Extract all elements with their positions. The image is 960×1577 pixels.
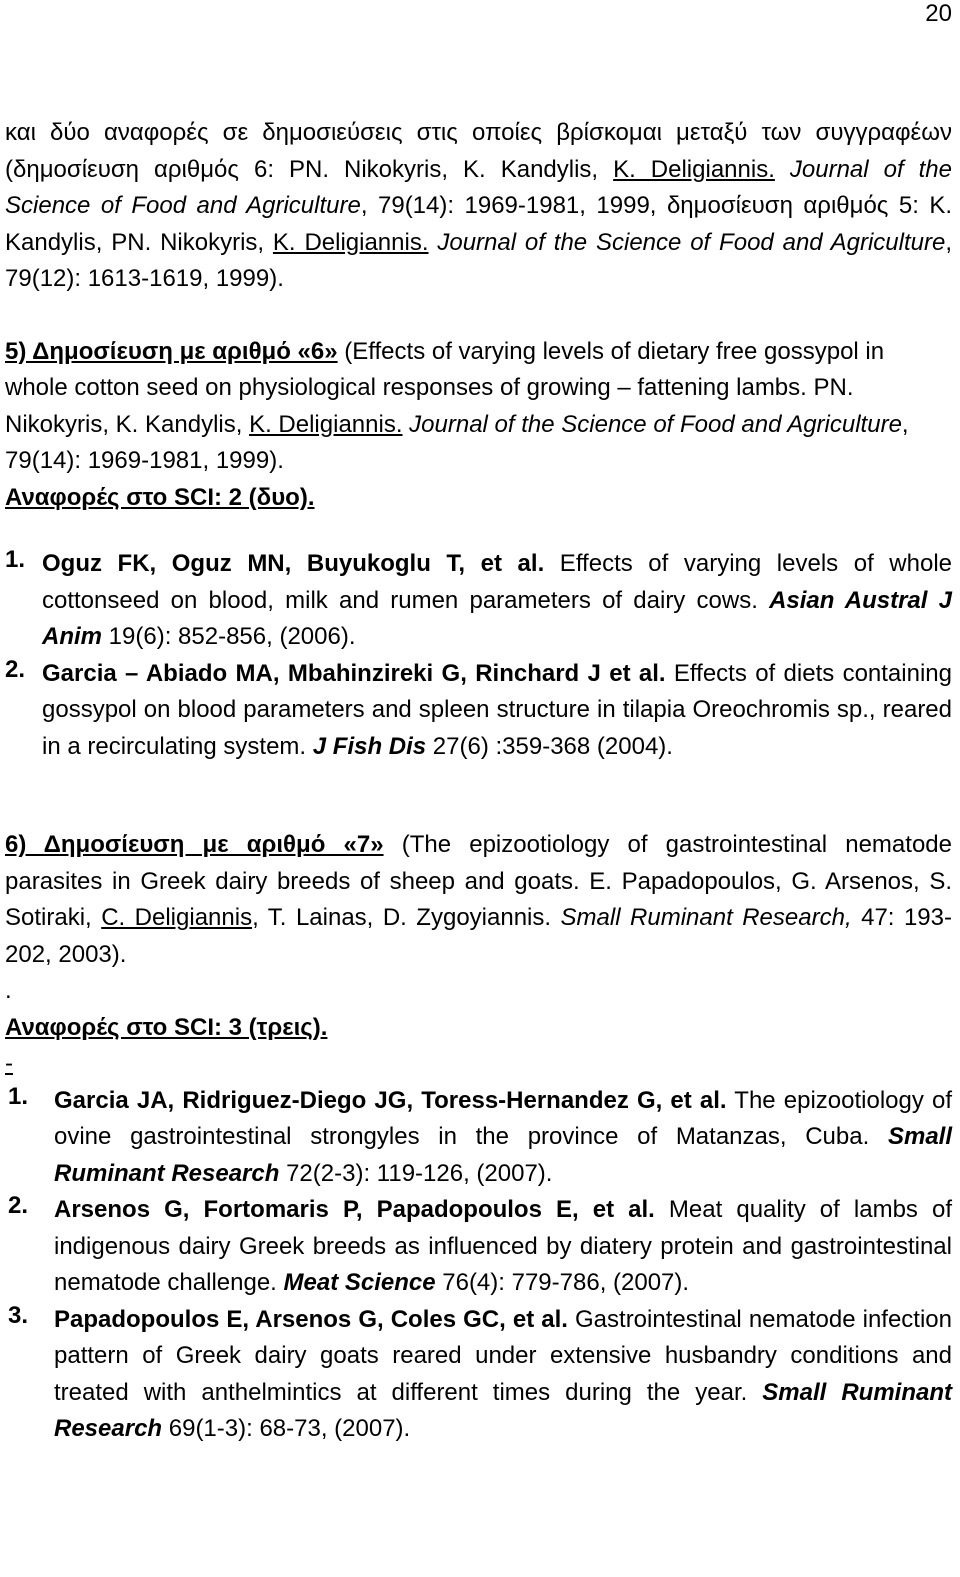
list-item [5,546,952,656]
citation-journal: Meat Science [283,1269,436,1296]
journal-title: Journal of the Science of Food and Agriculture [409,410,902,438]
citation-number: 3. [8,1301,29,1329]
journal-title: Journal of the Science of Food and Agriculture [5,155,953,219]
citation-text [42,546,952,656]
citation-authors: Oguz FK, Oguz MN, Buyukoglu T, et al. [42,550,545,577]
citation-authors: Arsenos G, Fortomaris P, Papadopoulos E, et al. [54,1196,655,1223]
citation-journal: Asian Austral J Anim [42,586,952,650]
citation-details: 76(4): 779-786, (2007). [435,1269,690,1296]
citation-authors: Papadopoulos E, Arsenos G, Coles GC, et al. [54,1305,568,1333]
author-deligiannis: K. Deligiannis. [249,410,403,438]
intro-text: , 79(12): 1613-1619, 1999). [5,228,952,292]
citation-details: 27(6) :359-368 (2004). [426,732,673,760]
document-body [5,115,952,1448]
citation-title: Gastrointestinal nematode infection pattern of Greek dairy goats reared under extensive husbandry conditions and treated with anthelmintics at different times during the year. [54,1305,953,1406]
list-item [5,1192,952,1302]
intro-text: και δύο αναφορές σε δημοσιεύσεις στις οποίες βρίσκομαι μεταξύ των συγγραφέων (δημοσίευση αριθμός 6: PN. Nikokyris, K. Kandylis, [5,119,952,183]
author-deligiannis: K. Deligiannis. [613,155,775,183]
citation-journal: J Fish Dis [312,732,427,760]
citation-title: The epizootiology of ovine gastrointestinal strongyles in the province of Matanzas, Cuba. [54,1086,953,1150]
journal-title: Journal of the Science of Food and Agriculture [437,228,946,256]
citation-number: 2. [5,655,26,683]
citation-journal: Small Ruminant Research [54,1378,952,1442]
citation-number: 1. [5,546,26,573]
citation-count: Αναφορές στο SCI: 2 (δυο). [5,483,315,511]
citation-number: 1. [8,1082,29,1110]
citation-list [5,1083,952,1448]
publication-text: 47: 193-202, 2003). [5,904,952,968]
citation-text [54,1083,952,1193]
journal-title: Small Ruminant Research, [560,904,852,931]
citation-number: 2. [8,1192,29,1219]
citation-text [54,1302,952,1448]
citation-details: 72(2-3): 119-126, (2007). [279,1159,553,1187]
author-deligiannis: K. Deligiannis. [272,228,429,256]
publication-5 [5,334,952,480]
list-item [5,656,952,766]
separator-dash: - [5,1050,13,1077]
citation-count: Αναφορές στο SCI: 3 (τρεις). [5,1013,328,1041]
page-number: 20 [925,0,952,27]
citation-journal: Small Ruminant Research [54,1123,952,1187]
publication-text: , T. Lainas, D. Zygoyiannis. [252,904,561,931]
publication-heading: 5) Δημοσίευση με αριθμό «6» [5,337,338,365]
citation-text [42,656,952,766]
citation-title: Effects of diets containing gossypol on blood parameters and spleen structure in tilapia Oreochromis sp., reared in a recirculating system. [42,659,952,760]
citation-title: Meat quality of lambs of indigenous dairy Greek breeds as influenced by diatery protein and gastrointestinal nematode challenge. [54,1196,952,1296]
publication-heading: 6) Δημοσίευση με αριθμό «7» [5,831,384,858]
citation-authors: Garcia JA, Ridriguez-Diego JG, Toress-Hernandez G, et al. [54,1086,727,1114]
publication-text: (The epizootiology of gastrointestinal nematode parasites in Greek dairy breeds of sheep and goats. E. Papadopoulos, G. Arsenos, S. Sotiraki, [5,831,952,931]
separator-dot: . [5,977,12,1004]
publication-text: (Effects of varying levels of dietary free gossypol in whole cotton seed on physiological responses of growing – fattening lambs. PN. Nikokyris, K. Kandylis, [5,337,885,438]
list-item [5,1302,952,1448]
publication-text: , 79(14): 1969-1981, 1999). [5,410,909,474]
citation-list [5,546,952,765]
list-item [5,1083,952,1193]
citation-text [54,1192,952,1302]
intro-paragraph [5,115,952,298]
citation-title: Effects of varying levels of whole cottonseed on blood, milk and rumen parameters of dairy cows. [42,550,952,614]
intro-space [775,156,790,183]
intro-text: , 79(14): 1969-1981, 1999, δημοσίευση αριθμός 5: K. Kandylis, PN. Nikokyris, [5,192,953,256]
citation-details: 19(6): 852-856, (2006). [102,623,356,650]
publication-6 [5,827,952,973]
citation-authors: Garcia – Abiado MA, Mbahinzireki G, Rinchard J et al. [42,659,666,687]
author-deligiannis: C. Deligiannis [101,904,253,931]
citation-details: 69(1-3): 68-73, (2007). [162,1415,411,1442]
